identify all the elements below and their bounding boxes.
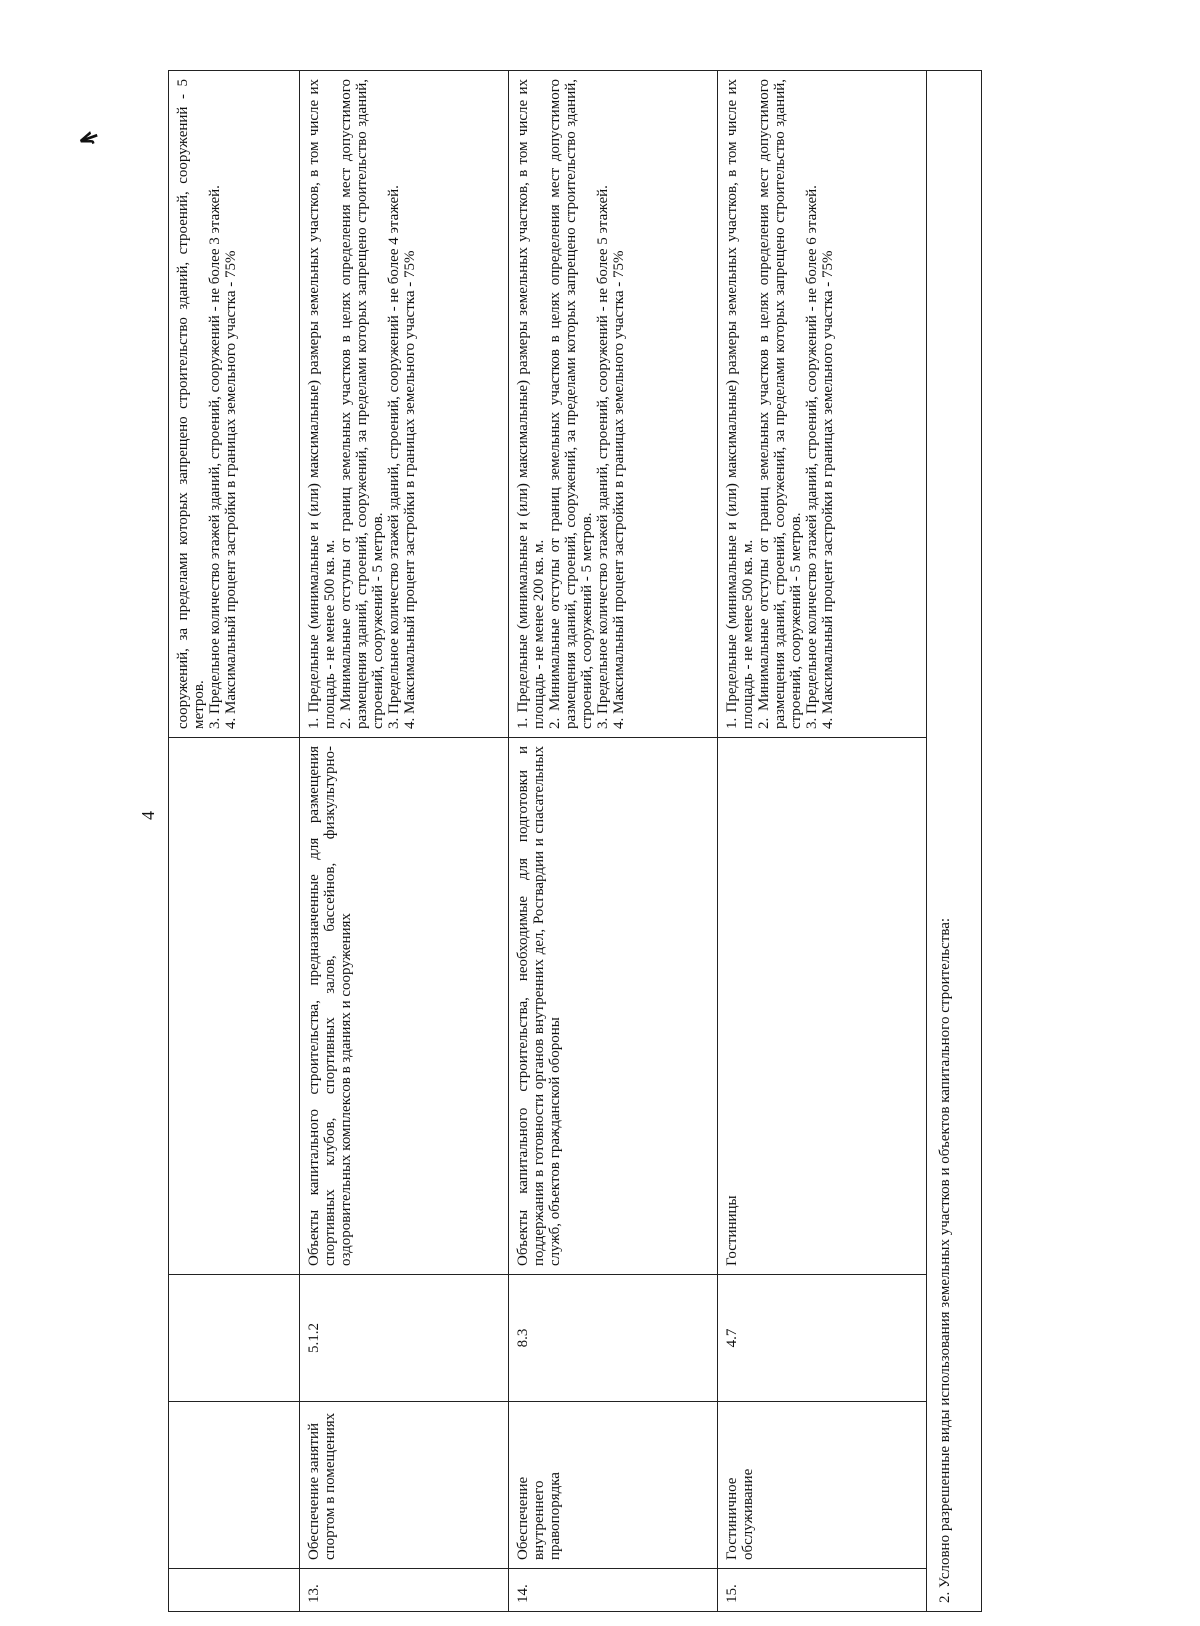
use-type-name: Гостиничное обслуживание: [718, 1402, 927, 1569]
parameter-line: 4. Максимальный процент застройки в границах земельного участка - 75%: [611, 250, 627, 729]
parameter-line: 3. Предельное количество этажей зданий, строений, сооружений - не более 4 этажей.: [386, 185, 402, 729]
building-parameters: [300, 71, 509, 738]
parameter-line: 3. Предельное количество этажей зданий, строений, сооружений - не более 5 этажей.: [595, 185, 611, 729]
use-type-code: 8.3: [509, 1275, 718, 1402]
table-row: [169, 71, 300, 1612]
use-type-code: 5.1.2: [300, 1275, 509, 1402]
building-parameters: [718, 71, 927, 738]
table-row: [718, 71, 927, 1612]
use-type-name: [169, 1402, 300, 1569]
parameter-line: 1. Предельные (минимальные и (или) максимальные) размеры земельных участков, в том числе их площадь - не менее 500 кв. м.: [306, 79, 338, 729]
parameter-line: 3. Предельное количество этажей зданий, строений, сооружений - не более 3 этажей.: [207, 185, 223, 729]
parameter-line: 1. Предельные (минимальные и (или) максимальные) размеры земельных участков, в том числе их площадь - не менее 500 кв. м.: [724, 79, 756, 729]
use-type-description: Объекты капитального строительства, предназначенные для размещения спортивных клубов, спортивных залов, бассейнов, физкультурно-оздоровительных комплексов в зданиях и сооружениях: [300, 738, 509, 1275]
parameter-line: 2. Минимальные отступы от границ земельных участков в целях определения мест допустимого размещения зданий, строений, сооружений, за пределами которых запрещено строительство зданий, строений, сооружений - 5 метров.: [338, 79, 386, 729]
use-type-name: Обеспечение внутреннего правопорядка: [509, 1402, 718, 1569]
parameter-line: 4. Максимальный процент застройки в границах земельного участка - 75%: [820, 250, 836, 729]
use-type-code: 4.7: [718, 1275, 927, 1402]
page-number: 4: [138, 811, 158, 820]
parameter-line: 2. Минимальные отступы от границ земельных участков в целях определения мест допустимого размещения зданий, строений, сооружений, за пределами которых запрещено строительство зданий, строений, сооружений - 5 метров.: [756, 79, 804, 729]
building-parameters: [169, 71, 300, 738]
parameter-line: 2. Минимальные отступы от границ земельных участков в целях определения мест допустимого размещения зданий, строений, сооружений, за пределами которых запрещено строительство зданий, строений, сооружений - 5 метров.: [547, 79, 595, 729]
row-number: [169, 1569, 300, 1612]
parameter-line: 4. Максимальный процент застройки в границах земельного участка - 75%: [223, 250, 239, 729]
table-row: [300, 71, 509, 1612]
table-row: [509, 71, 718, 1612]
use-type-description: [169, 738, 300, 1275]
table-footer-row: [927, 71, 982, 1612]
building-parameters: [509, 71, 718, 738]
row-number: 15.: [718, 1569, 927, 1612]
row-number: 14.: [509, 1569, 718, 1612]
use-type-description: Объекты капитального строительства, необходимые для подготовки и поддержания в готовности органов внутренних дел, Росгвардии и спасательных служб, объектов гражданской обороны: [509, 738, 718, 1275]
parameter-line: сооружений, за пределами которых запрещено строительство зданий, строений, сооружений - 5 метров.: [175, 79, 207, 729]
section-heading: 2. Условно разрешенные виды использования земельных участков и объектов капитального строительства:: [927, 71, 982, 1612]
land-use-table: [168, 70, 982, 1612]
row-number: 13.: [300, 1569, 509, 1612]
parameter-line: 3. Предельное количество этажей зданий, строений, сооружений - не более 6 этажей.: [804, 185, 820, 729]
use-type-code: [169, 1275, 300, 1402]
use-type-name: Обеспечение занятий спортом в помещениях: [300, 1402, 509, 1569]
parameter-line: 1. Предельные (минимальные и (или) максимальные) размеры земельных участков, в том числе их площадь - не менее 200 кв. м.: [515, 79, 547, 729]
stamp-mark: ꙟ: [72, 132, 99, 150]
use-type-description: Гостиницы: [718, 738, 927, 1275]
parameter-line: 4. Максимальный процент застройки в границах земельного участка - 75%: [402, 250, 418, 729]
